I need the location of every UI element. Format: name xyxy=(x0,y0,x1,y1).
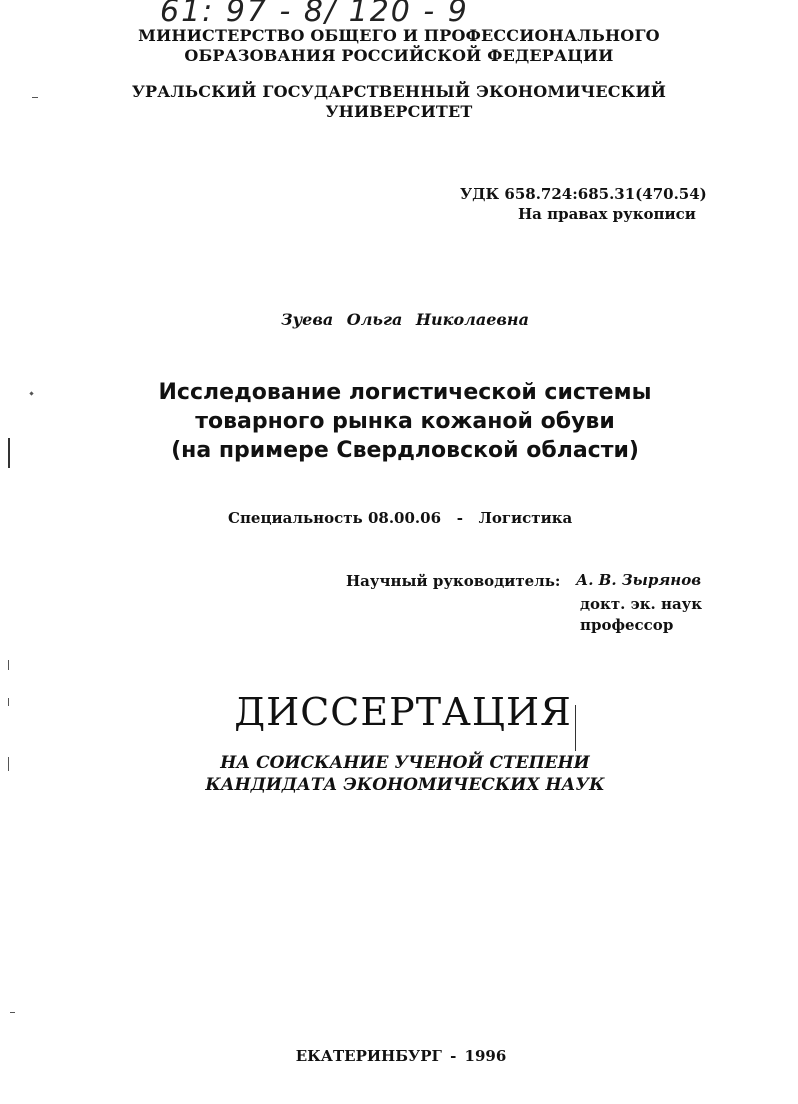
scan-mark xyxy=(32,97,38,98)
degree-line-1: НА СОИСКАНИЕ УЧЕНОЙ СТЕПЕНИ xyxy=(220,753,590,773)
ministry-header xyxy=(0,26,798,66)
ministry-line-2: ОБРАЗОВАНИЯ РОССИЙСКОЙ ФЕДЕРАЦИИ xyxy=(184,46,614,65)
scan-mark xyxy=(8,660,9,670)
university-line-2: УНИВЕРСИТЕТ xyxy=(325,102,473,121)
degree-sought xyxy=(6,752,798,796)
udk-code: УДК 658.724:685.31(470.54) xyxy=(460,185,707,203)
supervisor-name: А. В. Зырянов xyxy=(576,571,702,589)
title-line-3: (на примере Свердловской области) xyxy=(171,438,639,463)
specialty: Специальность 08.00.06 - Логистика xyxy=(228,509,573,527)
manuscript-rights: На правах рукописи xyxy=(518,205,696,223)
scan-mark xyxy=(575,705,576,751)
supervisor-credentials xyxy=(580,594,702,636)
city-year: ЕКАТЕРИНБУРГ - 1996 xyxy=(295,1047,507,1065)
scan-mark xyxy=(10,1012,15,1013)
ministry-line-1: МИНИСТЕРСТВО ОБЩЕГО И ПРОФЕССИОНАЛЬНОГО xyxy=(138,26,660,45)
supervisor-degree: докт. эк. наук xyxy=(580,595,703,613)
scan-mark xyxy=(8,438,10,468)
document-type: ДИССЕРТАЦИЯ xyxy=(234,690,572,734)
handwritten-catalog-code: 61: 97 - 8/ 120 - 9 xyxy=(160,0,469,29)
author-name: Зуева Ольга Николаевна xyxy=(281,310,529,329)
scan-mark xyxy=(8,698,9,706)
university-line-1: УРАЛЬСКИЙ ГОСУДАРСТВЕННЫЙ ЭКОНОМИЧЕСКИЙ xyxy=(131,82,667,101)
dissertation-title xyxy=(6,378,798,465)
title-line-1: Исследование логистической системы xyxy=(158,380,652,405)
supervisor-title: профессор xyxy=(580,616,674,634)
university-header xyxy=(0,82,798,122)
scan-mark xyxy=(8,757,9,771)
title-line-2: товарного рынка кожаной обуви xyxy=(195,409,615,434)
degree-line-2: КАНДИДАТА ЭКОНОМИЧЕСКИХ НАУК xyxy=(205,775,605,795)
supervisor-label: Научный руководитель: xyxy=(346,572,561,590)
